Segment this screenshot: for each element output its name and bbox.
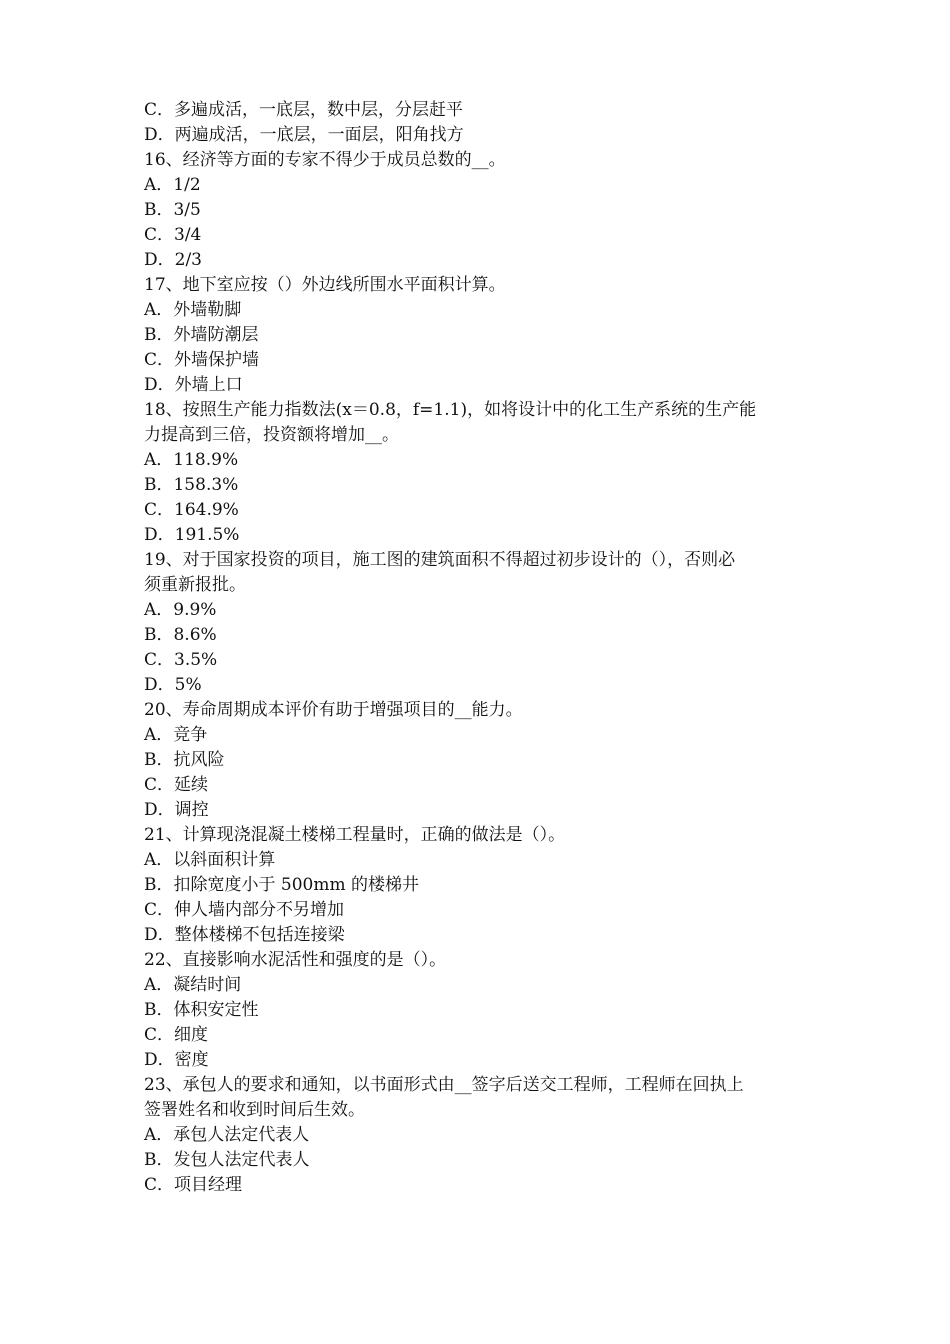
option-c-q15: C．多遍成活，一底层，数中层，分层赶平: [144, 100, 464, 120]
option-a-q19: A．9.9%: [144, 600, 217, 620]
option-a-q16: A．1/2: [144, 175, 201, 195]
option-c-q23: C．项目经理: [144, 1175, 243, 1195]
option-c-q20: C．延续: [144, 775, 209, 795]
option-d-q15: D．两遍成活，一底层，一面层，阳角找方: [144, 125, 464, 145]
option-d-q16: D．2/3: [144, 250, 202, 270]
option-d-q17: D．外墙上口: [144, 375, 243, 395]
option-d-q18: D．191.5%: [144, 525, 240, 545]
question-23-line-1: 23、承包人的要求和通知，以书面形式由__签字后送交工程师，工程师在回执上: [144, 1075, 744, 1095]
question-18-line-1: 18、按照生产能力指数法(x＝0.8，f=1.1)，如将设计中的化工生产系统的生产能: [144, 400, 757, 420]
question-16: 16、经济等方面的专家不得少于成员总数的__。: [144, 150, 506, 170]
option-b-q23: B．发包人法定代表人: [144, 1150, 310, 1170]
option-c-q19: C．3.5%: [144, 650, 218, 670]
option-b-q17: B．外墙防潮层: [144, 325, 259, 345]
option-d-q19: D．5%: [144, 675, 202, 695]
option-c-q18: C．164.9%: [144, 500, 239, 520]
option-b-q16: B．3/5: [144, 200, 201, 220]
option-b-q18: B．158.3%: [144, 475, 239, 495]
question-17: 17、地下室应按（）外边线所围水平面积计算。: [144, 275, 506, 295]
option-a-q23: A．承包人法定代表人: [144, 1125, 310, 1145]
question-20: 20、寿命周期成本评价有助于增强项目的__能力。: [144, 700, 523, 720]
option-d-q22: D．密度: [144, 1050, 209, 1070]
option-c-q17: C．外墙保护墙: [144, 350, 260, 370]
question-19-line-2: 须重新报批。: [144, 575, 246, 595]
option-a-q21: A．以斜面积计算: [144, 850, 276, 870]
option-b-q20: B．抗风险: [144, 750, 225, 770]
option-c-q16: C．3/4: [144, 225, 202, 245]
option-d-q20: D．调控: [144, 800, 209, 820]
option-b-q19: B．8.6%: [144, 625, 217, 645]
question-23-line-2: 签署姓名和收到时间后生效。: [144, 1100, 365, 1120]
question-19-line-1: 19、对于国家投资的项目，施工图的建筑面积不得超过初步设计的（），否则必: [144, 550, 736, 570]
option-a-q17: A．外墙勒脚: [144, 300, 242, 320]
option-a-q18: A．118.9%: [144, 450, 239, 470]
option-a-q20: A．竞争: [144, 725, 208, 745]
option-b-q21: B．扣除宽度小于 500mm 的楼梯井: [144, 875, 419, 895]
question-18-line-2: 力提高到三倍，投资额将增加__。: [144, 425, 399, 445]
question-22: 22、直接影响水泥活性和强度的是（）。: [144, 950, 447, 970]
option-c-q21: C．伸人墙内部分不另增加: [144, 900, 345, 920]
option-c-q22: C．细度: [144, 1025, 209, 1045]
option-a-q22: A．凝结时间: [144, 975, 242, 995]
document-body: [144, 98, 814, 1198]
question-21: 21、计算现浇混凝土楼梯工程量时，正确的做法是（）。: [144, 825, 566, 845]
option-b-q22: B．体积安定性: [144, 1000, 259, 1020]
option-d-q21: D．整体楼梯不包括连接梁: [144, 925, 345, 945]
